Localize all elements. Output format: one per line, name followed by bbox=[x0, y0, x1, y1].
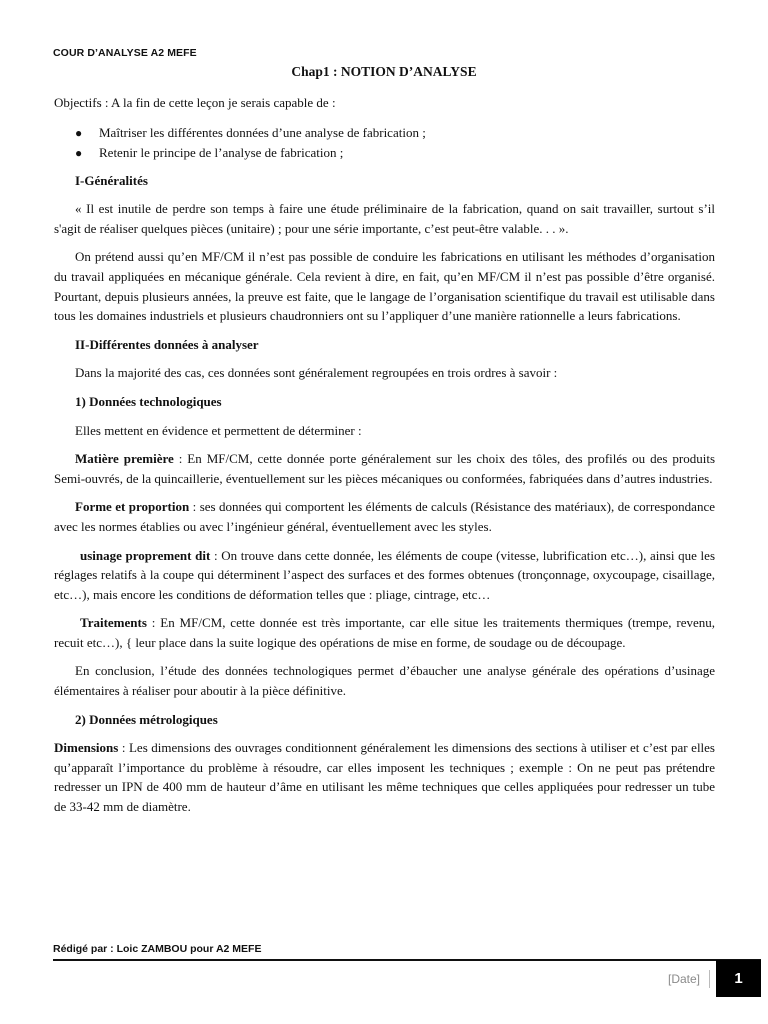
definition-text: : ses données qui comportent les éléments de calculs (Résistance des matériaux), de correspondance avec les normes établies ou avec l’ingénieur général, éventuellement avec les styles. bbox=[54, 499, 715, 534]
definition-text: : On trouve dans cette donnée, les éléments de coupe (vitesse, lubrification etc…), ainsi que les réglages relatifs à la coupe qui déterminent l’aspect des surfaces et des formes obtenues (tronçonnage, oxycoupage, cisaillage, etc…), mais encore les conditions de déformation telles que : pliage, cintrage, etc… bbox=[54, 547, 715, 602]
page-number: 1 bbox=[716, 960, 761, 997]
footer-author: Rédigé par : Loic ZAMBOU pour A2 MEFE bbox=[53, 943, 262, 955]
paragraph: On prétend aussi qu’en MF/CM il n’est pas possible de conduire les fabrications en utilisant les méthodes d’organisation du travail appliquées en mécanique générale. Cela revient à dire, en fait, qu’en MF/CM il n’est pas possible d’être organisé. Pourtant, depuis plusieurs années, la preuve est faite, que le langage de l’organisation scientifique du travail est utilisable dans tous les domaines industriels et plusieurs chaudronniers ont su l’appliquer d’une manière rationnelle a leurs fabrications. bbox=[54, 249, 715, 324]
subsection-heading-metrologiques: 2) Données métrologiques bbox=[75, 711, 218, 727]
definition-term: Traitements bbox=[80, 615, 147, 631]
objective-text: Maîtriser les différentes données d’une analyse de fabrication ; bbox=[99, 124, 426, 140]
definition-text: : Les dimensions des ouvrages conditionnent généralement les dimensions des sections à utiliser et c’est par elles qu’apparaît l’importance du problème à résoudre, car elles imposent les techniques ; exemple : On ne peut pas prétendre redresser un IPN de 400 mm de hauteur d’âme en utilisant les même techniques que celles appliquées pour redresser un tube de 33-42 mm de diamètre. bbox=[54, 740, 715, 815]
definition-term: Dimensions bbox=[54, 740, 119, 756]
document-body bbox=[54, 93, 715, 817]
definition-item bbox=[54, 497, 715, 536]
footer-date: [Date] bbox=[668, 972, 701, 986]
list-item bbox=[75, 143, 715, 163]
objectives-list bbox=[54, 123, 715, 163]
footer-divider bbox=[53, 959, 761, 961]
bullet-icon: ● bbox=[75, 125, 83, 140]
footer-separator bbox=[709, 970, 710, 988]
definition-item bbox=[54, 449, 715, 488]
paragraph: « Il est inutile de perdre son temps à faire une étude préliminaire de la fabrication, quand on sait travailler, surtout s’il s'agit de réaliser quelques pièces (unitaire) ; pour une série importante, c’est peut-être valable. . . ». bbox=[54, 201, 715, 236]
definition-term: Forme et proportion bbox=[75, 499, 190, 515]
definition-item bbox=[54, 738, 715, 816]
paragraph: Dans la majorité des cas, ces données sont généralement regroupées en trois ordres à savoir : bbox=[75, 365, 558, 381]
paragraph-conclusion: En conclusion, l’étude des données technologiques permet d’ébaucher une analyse générale des opérations d’usinage élémentaires à réaliser pour aboutir à la pièce définitive. bbox=[54, 663, 715, 699]
definition-item bbox=[54, 546, 715, 605]
objectives-intro: Objectifs : A la fin de cette leçon je serais capable de : bbox=[54, 95, 336, 110]
course-header: COUR D’ANALYSE A2 MEFE bbox=[53, 47, 197, 59]
objective-text: Retenir le principe de l’analyse de fabrication ; bbox=[99, 144, 344, 160]
section-heading-generalites: I-Généralités bbox=[75, 172, 148, 188]
paragraph: Elles mettent en évidence et permettent de déterminer : bbox=[75, 422, 362, 438]
subsection-heading-technologiques: 1) Données technologiques bbox=[75, 393, 222, 409]
definition-item bbox=[54, 613, 715, 652]
definition-text: : En MF/CM, cette donnée est très importante, car elle situe les traitements thermiques (trempe, revenu, recuit etc…), { leur place dans la suite logique des opérations de mise en forme, de soudage ou de découpage. bbox=[54, 615, 715, 650]
list-item bbox=[75, 123, 715, 143]
definition-term: Matière première bbox=[75, 451, 174, 467]
chapter-title: Chap1 : NOTION D’ANALYSE bbox=[291, 64, 477, 79]
section-heading-donnees: II-Différentes données à analyser bbox=[75, 336, 259, 352]
definition-term: usinage proprement dit bbox=[80, 547, 211, 563]
definition-text: : En MF/CM, cette donnée porte généralement sur les choix des tôles, des profilés ou des produits Semi-ouvrés, de la quincaillerie, éventuellement sur les pièces mécaniques ou conformées, fabriquées dans d’autres industries. bbox=[54, 451, 715, 486]
bullet-icon: ● bbox=[75, 145, 83, 160]
